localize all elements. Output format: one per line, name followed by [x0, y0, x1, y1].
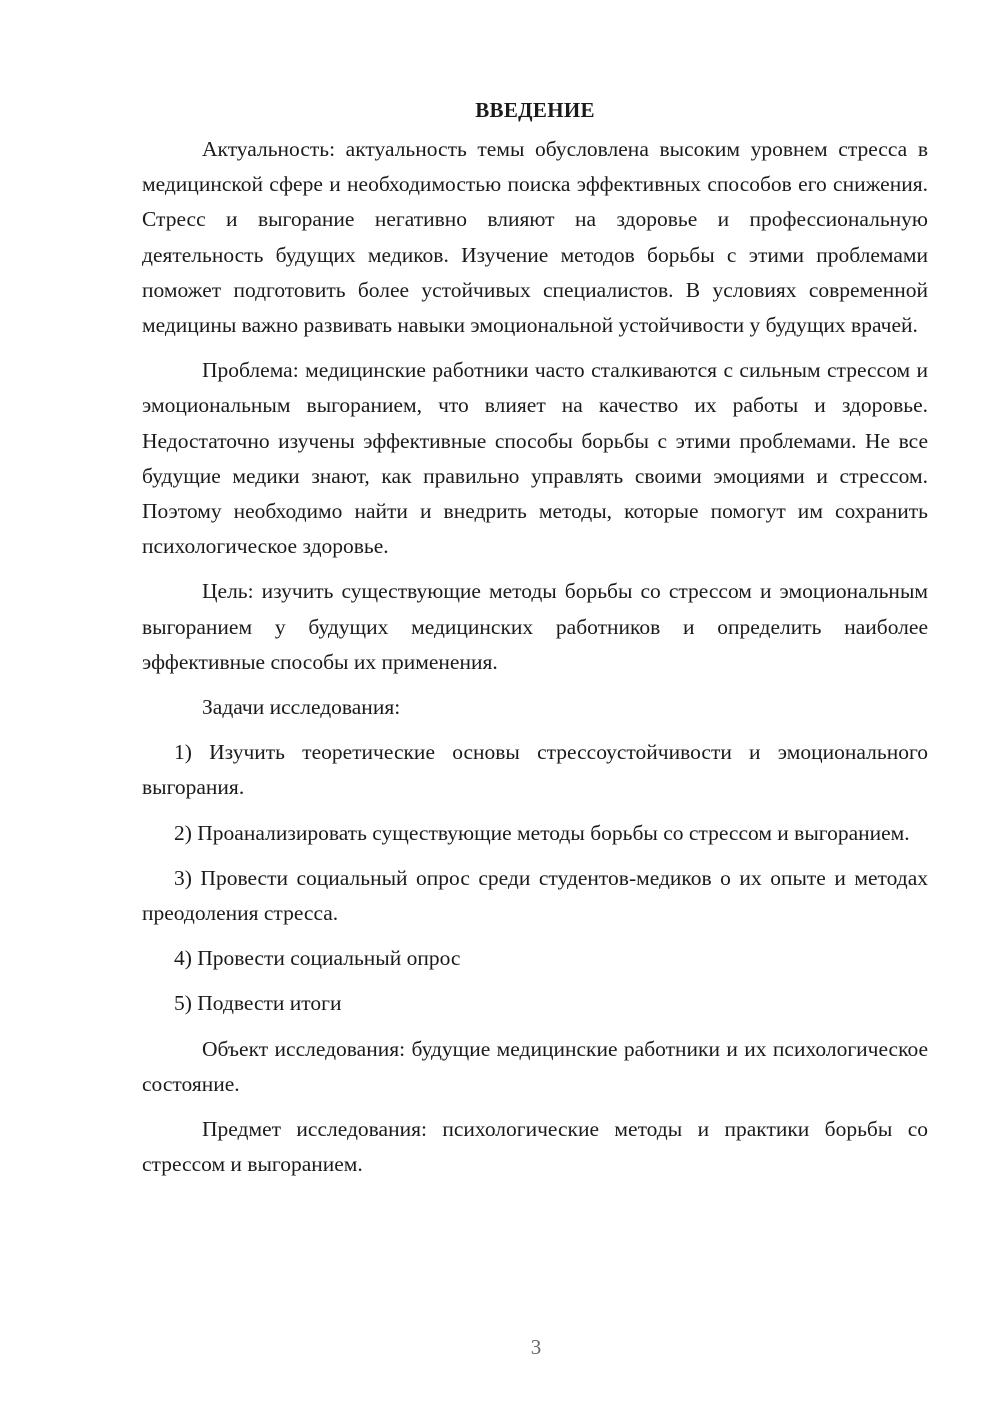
- task-item-3: 3) Провести социальный опрос среди студентов-медиков о их опыте и методах преодоления стресса.: [142, 865, 928, 926]
- task-item-2: 2) Проанализировать существующие методы борьбы со стрессом и выгоранием.: [174, 820, 910, 845]
- paragraph-goal: Цель: изучить существующие методы борьбы со стрессом и эмоциональным выгоранием у будущих медицинских работников и определить наиболее эффективные способы их применения.: [142, 579, 928, 674]
- paragraph-subject: Предмет исследования: психологические методы и практики борьбы со стрессом и выгоранием.: [142, 1117, 928, 1177]
- page-title: ВВЕДЕНИЕ: [475, 98, 595, 122]
- document-page: [142, 92, 928, 1182]
- task-item-1: 1) Изучить теоретические основы стрессоустойчивости и эмоционального выгорания.: [142, 740, 928, 800]
- paragraph-tasks-heading: Задачи исследования:: [202, 695, 401, 720]
- paragraph-problem: Проблема: медицинские работники часто сталкиваются с сильным стрессом и эмоциональным выгоранием, что влияет на качество их работы и здоровье. Недостаточно изучены эффективные способы борьбы с этими проблемами. Не все будущие медики знают, как правильно управлять своими эмоциями и стрессом. Поэтому необходимо найти и внедрить методы, которые помогут им сохранить психологическое здоровье.: [142, 358, 928, 559]
- paragraph-relevance: Актуальность: актуальность темы обусловлена высоким уровнем стресса в медицинской сфере и необходимостью поиска эффективных способов его снижения. Стресс и выгорание негативно влияют на здоровье и профессиональную деятельность будущих медиков. Изучение методов борьбы с этими проблемами поможет подготовить более устойчивых специалистов. В условиях современной медицины важно развивать навыки эмоциональной устойчивости у будущих врачей.: [142, 137, 928, 338]
- task-item-4: 4) Провести социальный опрос: [174, 946, 461, 971]
- page-number: 3: [530, 1335, 542, 1359]
- task-item-5: 5) Подвести итоги: [174, 991, 342, 1016]
- paragraph-object: Объект исследования: будущие медицинские работники и их психологическое состояние.: [142, 1036, 928, 1096]
